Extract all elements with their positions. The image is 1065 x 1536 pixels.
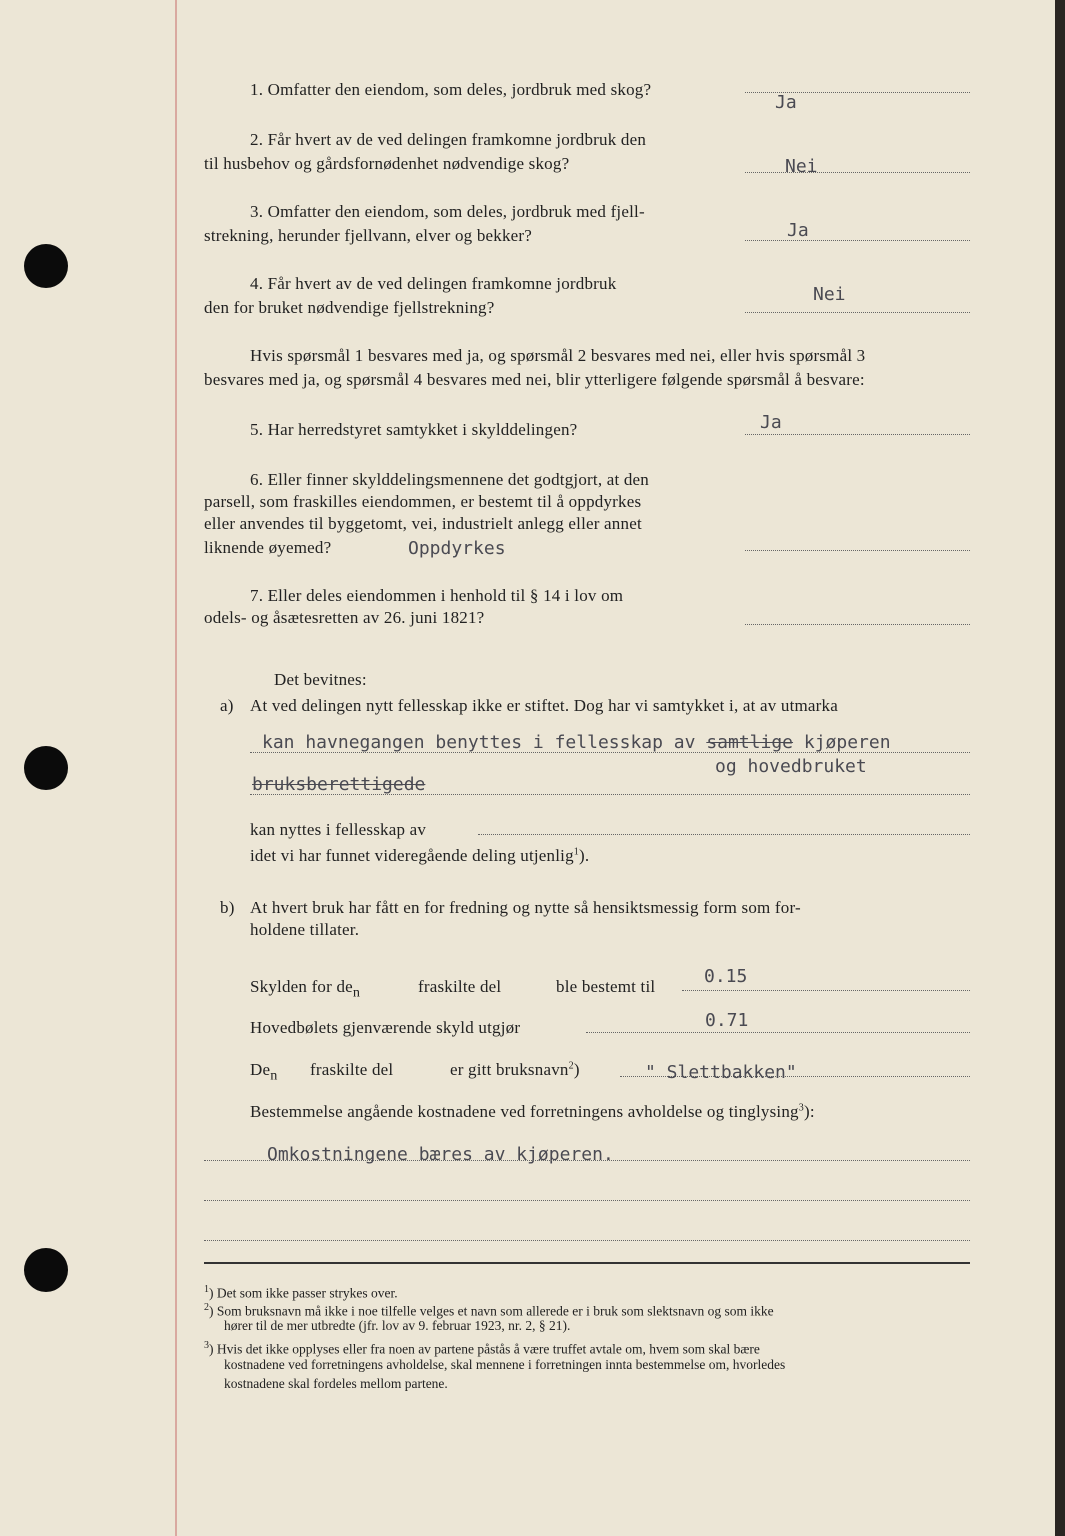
hoved-value: 0.71 xyxy=(705,1010,749,1031)
skyld-label-3: ble bestemt til xyxy=(556,977,656,996)
footnote-2-line1: $^2$) Som bruksnavn må ikke i noe tilfelle velges et navn som allerede er i bruk som slektsnavn og som ikke xyxy=(204,1302,774,1319)
answer-line-3 xyxy=(745,240,970,241)
typed-line-1-rule xyxy=(250,752,970,753)
den-label-2: fraskilte del xyxy=(310,1060,394,1079)
bestemmelse-label: Bestemmelse angående kostnadene ved forretningens avholdelse og tinglysing$^3$): xyxy=(250,1102,815,1121)
skyld-label-2: fraskilte del xyxy=(418,977,502,996)
answer-line-7 xyxy=(745,624,970,625)
footnote-separator xyxy=(204,1262,970,1264)
footnote-3-line1: $^3$) Hvis det ikke opplyses eller fra noen av partene påstås å være truffet avtale om, hvem som skal bære xyxy=(204,1340,760,1357)
answer-4: Nei xyxy=(813,284,846,305)
section-b-line1: At hvert bruk har fått en for fredning og nytte så hensiktsmessig form som for- xyxy=(250,898,801,917)
footnote-2-line2: hører til de mer utbredte (jfr. lov av 9. februar 1923, nr. 2, § 21). xyxy=(224,1318,571,1333)
section-b-line2: holdene tillater. xyxy=(250,920,360,939)
question-3-line2: strekning, herunder fjellvann, elver og bekker? xyxy=(204,226,533,245)
answer-line-2 xyxy=(745,172,970,173)
answer-6: Oppdyrkes xyxy=(408,538,506,559)
kostnad-rule-3 xyxy=(204,1240,970,1241)
punch-hole-bottom xyxy=(24,1248,68,1292)
question-6-line3: eller anvendes til byggetomt, vei, industrielt anlegg eller annet xyxy=(204,514,642,533)
skyld-value: 0.15 xyxy=(704,966,748,987)
question-7-line1: 7. Eller deles eiendommen i henhold til § 14 i lov om xyxy=(250,586,624,605)
section-a-line3-rule xyxy=(478,834,970,835)
hoved-rule xyxy=(586,1032,970,1033)
question-3-line1: 3. Omfatter den eiendom, som deles, jordbruk med fjell- xyxy=(250,202,645,221)
typed-line-1: kan havnegangen benyttes i fellesskap av samtlige kjøperen xyxy=(262,732,891,753)
punch-hole-top xyxy=(24,244,68,288)
question-2-line2: til husbehov og gårdsfornødenhet nødvendige skog? xyxy=(204,154,570,173)
question-6-line1: 6. Eller finner skylddelingsmennene det godtgjort, at den xyxy=(250,470,649,489)
answer-line-6 xyxy=(745,550,970,551)
answer-line-5 xyxy=(745,434,970,435)
kostnad-rule-2 xyxy=(204,1200,970,1201)
section-a-label: a) xyxy=(220,696,234,715)
section-a-text: At ved delingen nytt fellesskap ikke er stiftet. Dog har vi samtykket i, at av utmarka xyxy=(250,696,838,715)
typed-line-2-rule xyxy=(250,794,970,795)
den-label: $De_n$ xyxy=(250,1060,278,1084)
section-a-line3: kan nyttes i fellesskap av xyxy=(250,820,427,839)
margin-line xyxy=(175,0,177,1536)
section-b-label: b) xyxy=(220,898,235,917)
section-a-line4: idet vi har funnet videregående deling utjenlig$^1$). xyxy=(250,846,590,865)
question-1: 1. Omfatter den eiendom, som deles, jordbruk med skog? xyxy=(250,80,652,99)
question-6-line2: parsell, som fraskilles eiendommen, er bestemt til å oppdyrkes xyxy=(204,492,642,511)
struck-word-2: bruksberettigede xyxy=(252,774,426,795)
hoved-label: Hovedbølets gjenværende skyld utgjør xyxy=(250,1018,521,1037)
answer-1: Ja xyxy=(775,92,797,113)
skyld-rule xyxy=(682,990,970,991)
kostnad-answer: Omkostningene bæres av kjøperen. xyxy=(267,1144,614,1165)
bruksnavn-value: " Slettbakken" xyxy=(645,1062,797,1083)
struck-word-1: samtlige xyxy=(706,732,794,753)
skyld-label: Skylden for $de_n$ xyxy=(250,977,361,1001)
footnote-3-line3: kostnadene skal fordeles mellom partene. xyxy=(224,1376,448,1391)
question-4-line1: 4. Får hvert av de ved delingen framkomne jordbruk xyxy=(250,274,617,293)
footnote-1: $^1$) Det som ikke passer strykes over. xyxy=(204,1284,398,1301)
punch-hole-middle xyxy=(24,746,68,790)
answer-2: Nei xyxy=(785,156,818,177)
answer-5: Ja xyxy=(760,412,782,433)
answer-3: Ja xyxy=(787,220,809,241)
typed-line-2: og hovedbruket xyxy=(715,756,867,777)
question-5: 5. Har herredstyret samtykket i skylddelingen? xyxy=(250,420,578,439)
question-7-line2: odels- og åsætesretten av 26. juni 1821? xyxy=(204,608,485,627)
condition-line1: Hvis spørsmål 1 besvares med ja, og spørsmål 2 besvares med nei, eller hvis spørsmål 3 xyxy=(250,346,866,365)
question-6-line4: liknende øyemed? xyxy=(204,538,332,557)
question-4-line2: den for bruket nødvendige fjellstrekning? xyxy=(204,298,495,317)
footnote-3-line2: kostnadene ved forretningens avholdelse, skal mennene i forretningen innta bestemmelse om, hvorledes xyxy=(224,1357,786,1372)
condition-line2: besvares med ja, og spørsmål 4 besvares med nei, blir ytterligere følgende spørsmål å besvare: xyxy=(204,370,865,389)
den-label-3: er gitt bruksnavn$^2$) xyxy=(450,1060,580,1079)
bevitnes-heading: Det bevitnes: xyxy=(274,670,367,689)
question-2-line1: 2. Får hvert av de ved delingen framkomne jordbruk den xyxy=(250,130,647,149)
kostnad-rule-1 xyxy=(204,1160,970,1161)
answer-line-4 xyxy=(745,312,970,313)
